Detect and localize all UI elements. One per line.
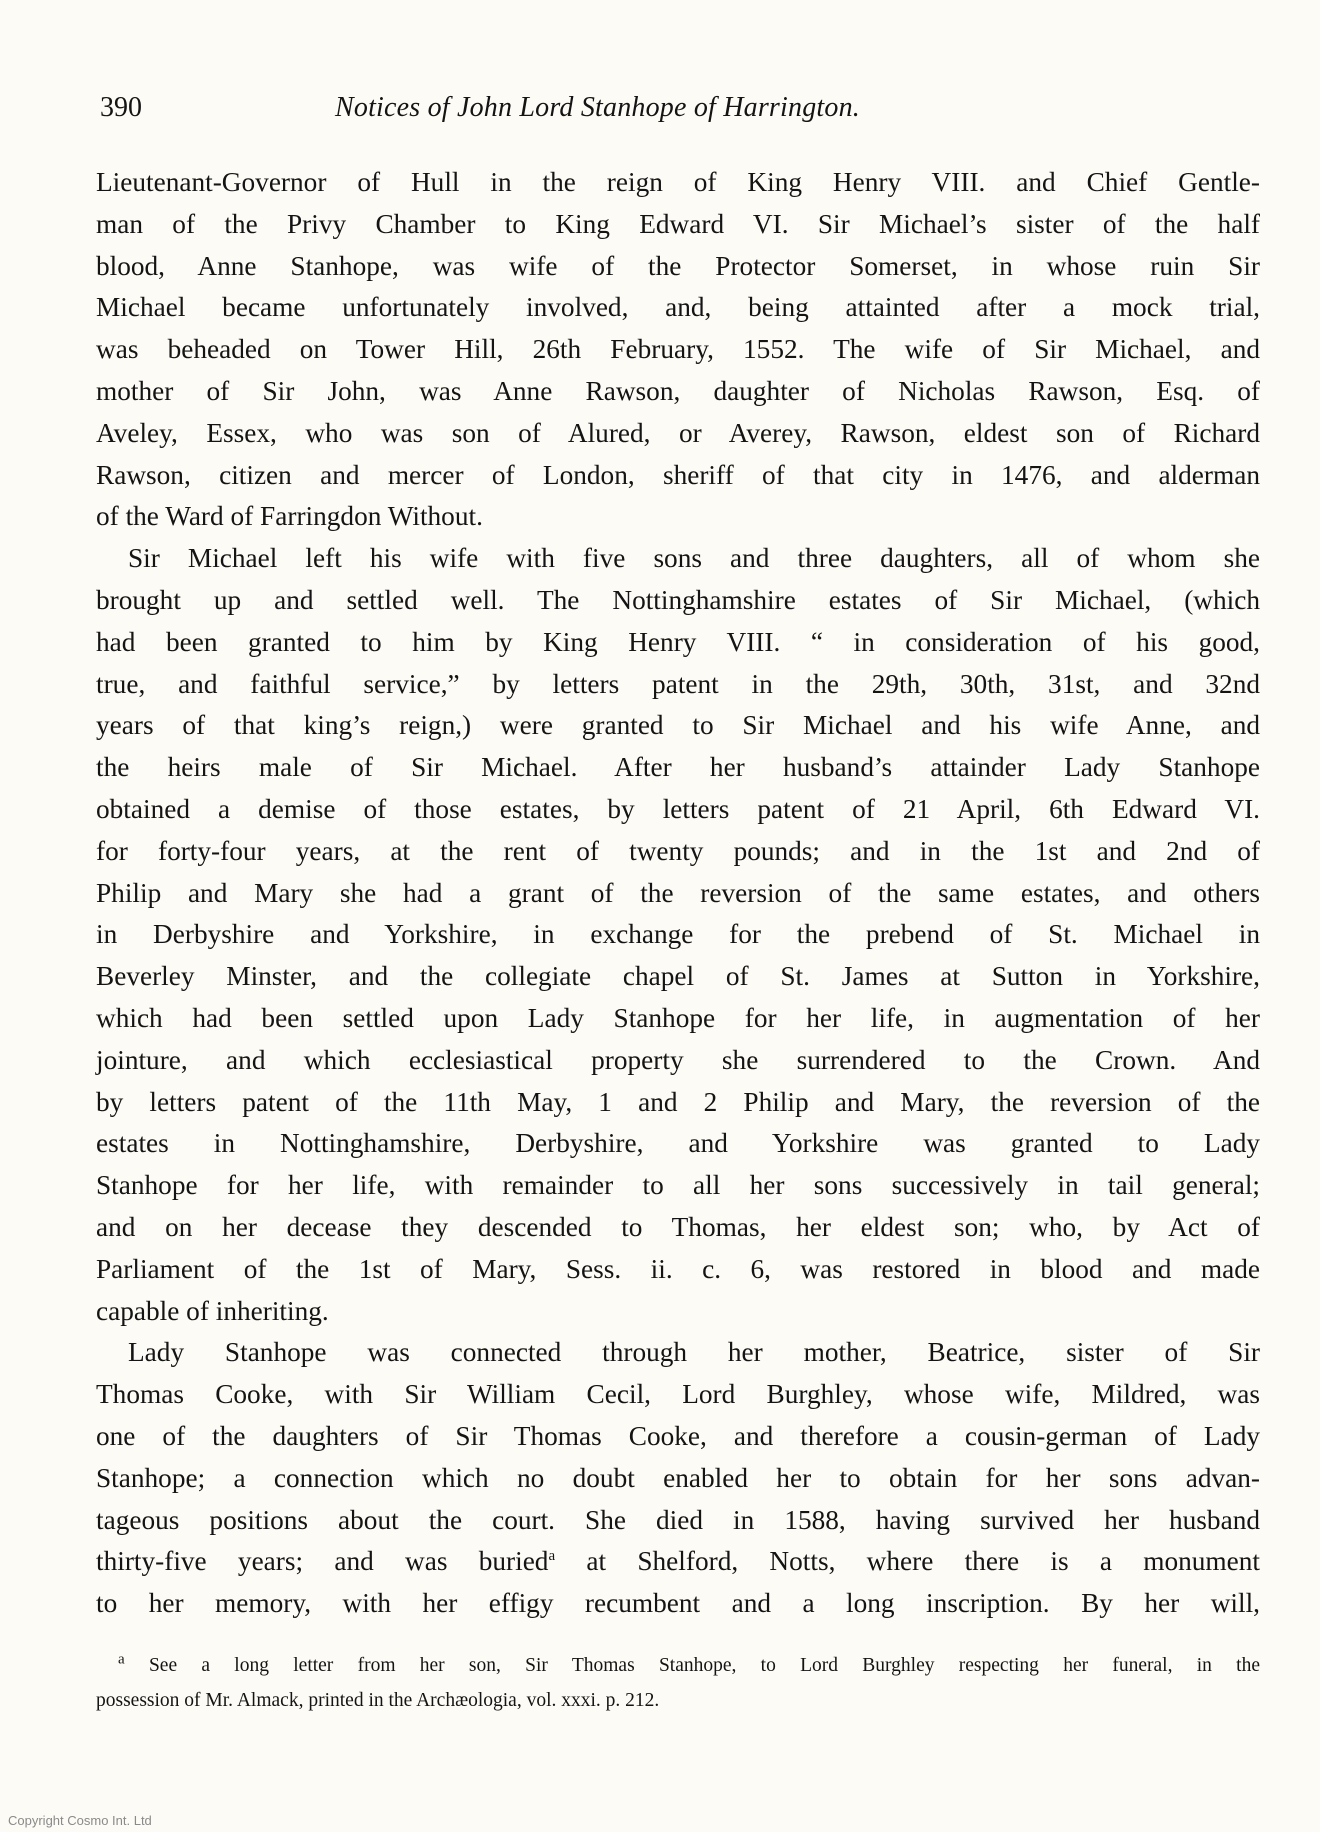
text-line: Parliament of the 1st of Mary, Sess. ii. c. 6, was restored in blood and made (96, 1253, 1260, 1284)
text-line: obtained a demise of those estates, by letters patent of 21 April, 6th Edward VI. (96, 793, 1260, 824)
running-title: Notices of John Lord Stanhope of Harrington. (335, 92, 860, 123)
text-line: man of the Privy Chamber to King Edward VI. Sir Michael’s sister of the half (96, 208, 1260, 239)
footnote-reference[interactable]: a (548, 1548, 556, 1565)
text-line: jointure, and which ecclesiastical property she surrendered to the Crown. And (96, 1044, 1260, 1075)
text-line: true, and faithful service,” by letters patent in the 29th, 30th, 31st, and 32nd (96, 668, 1260, 699)
text-line: years of that king’s reign,) were granted to Sir Michael and his wife Anne, and (96, 710, 1260, 741)
text-line: of the Ward of Farringdon Without. (96, 501, 483, 532)
text-line: the heirs male of Sir Michael. After her husband’s attainder Lady Stanhope (96, 752, 1260, 783)
footnote-line (96, 1648, 1260, 1683)
text-line: by letters patent of the 11th May, 1 and 2 Philip and Mary, the reversion of the (96, 1086, 1260, 1117)
text-line: and on her decease they descended to Thomas, her eldest son; who, by Act of (96, 1211, 1260, 1242)
text-line: Lieutenant-Governor of Hull in the reign of King Henry VIII. and Chief Gentle- (96, 167, 1260, 197)
body-text (96, 162, 1260, 1625)
text-line: Aveley, Essex, who was son of Alured, or Averey, Rawson, eldest son of Richard (96, 417, 1260, 448)
copyright-watermark: Copyright Cosmo Int. Ltd (8, 1813, 152, 1828)
text-line: which had been settled upon Lady Stanhope for her life, in augmentation of her (96, 1002, 1260, 1033)
text-fragment: thirty-five years; and was buried (96, 1546, 549, 1577)
text-line: Stanhope; a connection which no doubt enabled her to obtain for her sons advan- (96, 1462, 1260, 1493)
text-fragment: See a long letter from her son, Sir Thomas Stanhope, to Lord Burghley respecting her funeral, in the (124, 1655, 1260, 1676)
text-line: mother of Sir John, was Anne Rawson, daughter of Nicholas Rawson, Esq. of (96, 375, 1260, 406)
text-line: brought up and settled well. The Nottinghamshire estates of Sir Michael, (which (96, 584, 1260, 615)
text-line: tageous positions about the court. She died in 1588, having survived her husband (96, 1504, 1260, 1535)
text-fragment: at Shelford, Notts, where there is a monument (555, 1546, 1260, 1577)
text-line: one of the daughters of Sir Thomas Cooke, and therefore a cousin-german of Lady (96, 1420, 1260, 1451)
text-line: for forty-four years, at the rent of twenty pounds; and in the 1st and 2nd of (96, 835, 1260, 866)
paragraph-1 (96, 162, 1260, 538)
text-line: Stanhope for her life, with remainder to all her sons successively in tail general; (96, 1170, 1260, 1201)
paragraph-2 (96, 538, 1260, 1332)
text-line: Beverley Minster, and the collegiate chapel of St. James at Sutton in Yorkshire, (96, 961, 1260, 992)
text-line-with-footnote-ref (96, 1541, 1260, 1583)
page-number: 390 (100, 92, 142, 123)
text-line: had been granted to him by King Henry VIII. “ in consideration of his good, (96, 626, 1260, 657)
text-line: in Derbyshire and Yorkshire, in exchange for the prebend of St. Michael in (96, 919, 1260, 950)
text-line: Thomas Cooke, with Sir William Cecil, Lord Burghley, whose wife, Mildred, was (96, 1379, 1260, 1410)
text-line: was beheaded on Tower Hill, 26th February, 1552. The wife of Sir Michael, and (96, 334, 1260, 365)
footnote-line: possession of Mr. Almack, printed in the Archæologia, vol. xxxi. p. 212. (96, 1690, 660, 1711)
footnote-marker: a (118, 1651, 125, 1668)
text-line: to her memory, with her effigy recumbent and a long inscription. By her will, (96, 1588, 1260, 1619)
text-line: Philip and Mary she had a grant of the reversion of the same estates, and others (96, 877, 1260, 908)
footnote (96, 1648, 1260, 1718)
text-line: Sir Michael left his wife with five sons and three daughters, all of whom she (128, 543, 1260, 574)
text-line: capable of inheriting. (96, 1295, 329, 1326)
text-line: Lady Stanhope was connected through her mother, Beatrice, sister of Sir (128, 1337, 1260, 1368)
page-header (100, 92, 1260, 136)
text-line: blood, Anne Stanhope, was wife of the Protector Somerset, in whose ruin Sir (96, 250, 1260, 281)
text-line: estates in Nottinghamshire, Derbyshire, and Yorkshire was granted to Lady (96, 1128, 1260, 1159)
text-line: Rawson, citizen and mercer of London, sheriff of that city in 1476, and alderman (96, 459, 1260, 490)
text-line: Michael became unfortunately involved, and, being attainted after a mock trial, (96, 292, 1260, 323)
paragraph-3 (96, 1332, 1260, 1625)
